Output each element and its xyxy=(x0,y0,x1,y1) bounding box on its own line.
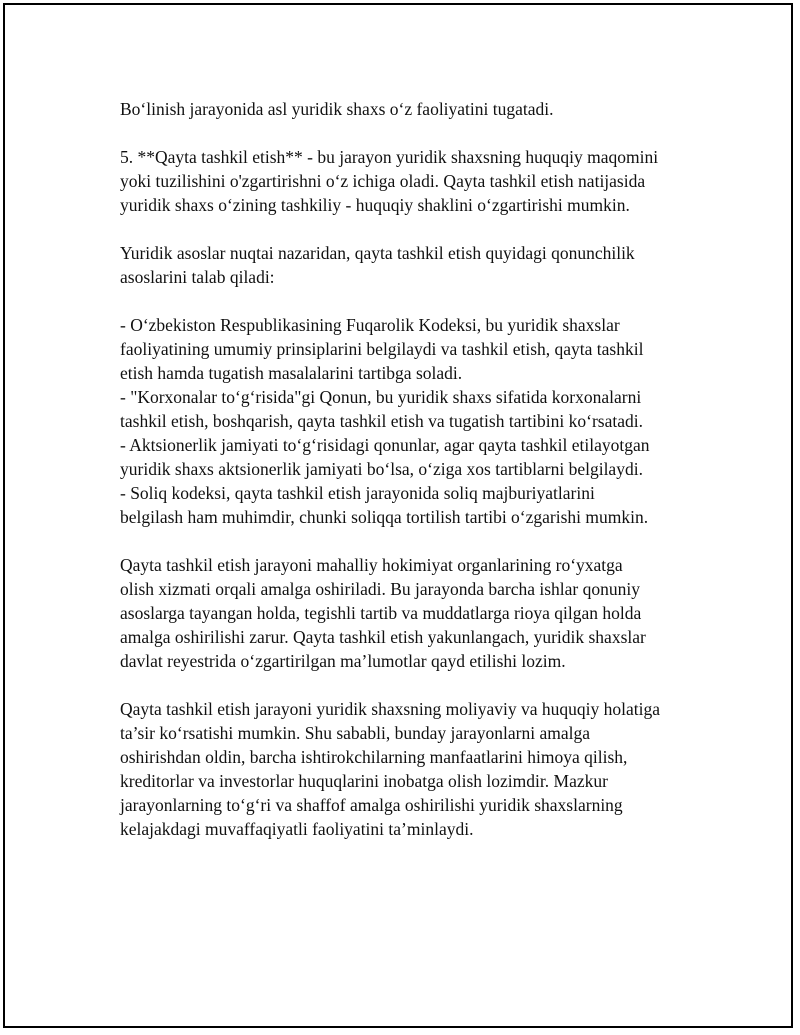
paragraph-3 xyxy=(120,241,700,289)
text-line: jarayonlarning to‘g‘ri va shaffof amalga oshirilishi yuridik shaxslarning xyxy=(120,795,623,815)
text-line: etish hamda tugatish masalalarini tartibga soladi. xyxy=(120,363,463,383)
text-line: asoslarini talab qiladi: xyxy=(120,267,275,287)
paragraph-5 xyxy=(120,553,700,673)
text-line: kelajakdagi muvaffaqiyatli faoliyatini ta’minlaydi. xyxy=(120,819,474,839)
document-body xyxy=(120,97,700,841)
text-line: davlat reyestrida o‘zgartirilgan ma’lumotlar qayd etilishi lozim. xyxy=(120,651,566,671)
text-line: 5. **Qayta tashkil etish** - bu jarayon yuridik shaxsning huquqiy maqomini xyxy=(120,147,659,167)
text-line: ta’sir ko‘rsatishi mumkin. Shu sababli, bunday jarayonlarni amalga xyxy=(120,723,590,743)
text-line: olish xizmati orqali amalga oshiriladi. Bu jarayonda barcha ishlar qonuniy xyxy=(120,579,641,599)
text-line: yuridik shaxs aktsionerlik jamiyati bo‘lsa, o‘ziga xos tartiblarni belgilaydi. xyxy=(120,459,643,479)
paragraph-6 xyxy=(120,697,700,841)
text-line: yoki tuzilishini o'zgartirishni o‘z ichiga oladi. Qayta tashkil etish natijasida xyxy=(120,171,646,191)
text-line: Yuridik asoslar nuqtai nazaridan, qayta tashkil etish quyidagi qonunchilik xyxy=(120,243,635,263)
text-line: Qayta tashkil etish jarayoni yuridik shaxsning moliyaviy va huquqiy holatiga xyxy=(120,699,660,719)
text-line: amalga oshirilishi zarur. Qayta tashkil etish yakunlangach, yuridik shaxslar xyxy=(120,627,646,647)
paragraph-1 xyxy=(120,97,700,121)
paragraph-2 xyxy=(120,145,700,217)
text-line: yuridik shaxs o‘zining tashkiliy - huquqiy shaklini o‘zgartirishi mumkin. xyxy=(120,195,630,215)
text-line: asoslarga tayangan holda, tegishli tartib va muddatlarga rioya qilgan holda xyxy=(120,603,642,623)
text-line: - "Korxonalar to‘g‘risida"gi Qonun, bu yuridik shaxs sifatida korxonalarni xyxy=(120,387,642,407)
text-line: Qayta tashkil etish jarayoni mahalliy hokimiyat organlarining ro‘yxatga xyxy=(120,555,623,575)
text-line: oshirishdan oldin, barcha ishtirokchilarning manfaatlarini himoya qilish, xyxy=(120,747,628,767)
text-line: kreditorlar va investorlar huquqlarini inobatga olish lozimdir. Mazkur xyxy=(120,771,608,791)
text-line: - Aktsionerlik jamiyati to‘g‘risidagi qonunlar, agar qayta tashkil etilayotgan xyxy=(120,435,650,455)
text-line: - Soliq kodeksi, qayta tashkil etish jarayonida soliq majburiyatlarini xyxy=(120,483,595,503)
text-line: faoliyatining umumiy prinsiplarini belgilaydi va tashkil etish, qayta tashkil xyxy=(120,339,644,359)
text-line: - O‘zbekiston Respublikasining Fuqarolik Kodeksi, bu yuridik shaxslar xyxy=(120,315,620,335)
text-line: belgilash ham muhimdir, chunki soliqqa tortilish tartibi o‘zgarishi mumkin. xyxy=(120,507,649,527)
document-page xyxy=(3,3,793,1028)
paragraph-4-legal-bases-list xyxy=(120,313,700,529)
text-line: tashkil etish, boshqarish, qayta tashkil etish va tugatish tartibini ko‘rsatadi. xyxy=(120,411,643,431)
text-line: Bo‘linish jarayonida asl yuridik shaxs o‘z faoliyatini tugatadi. xyxy=(120,99,554,119)
